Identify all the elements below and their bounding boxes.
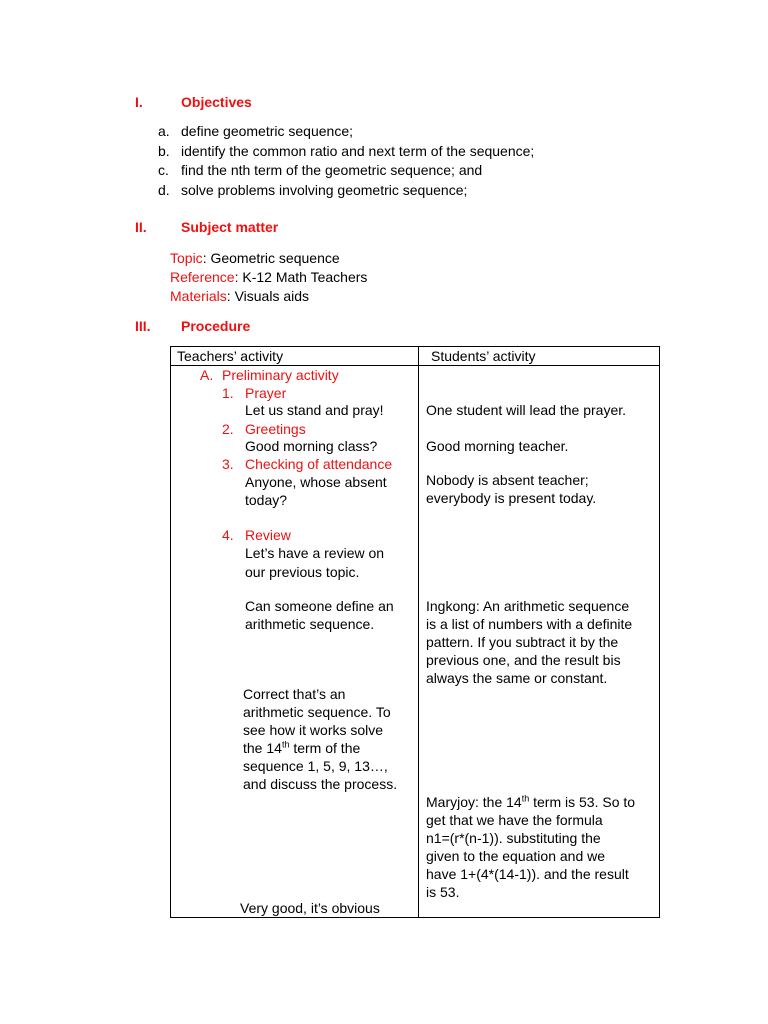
reference-value: : K-12 Math Teachers (234, 269, 368, 285)
student-maryjoy-answer: get that we have the formula (426, 812, 603, 828)
objective-letter: c. (158, 162, 169, 178)
teacher-very-good-text: Very good, it’s obvious (240, 900, 380, 916)
student-ingkong-answer: pattern. If you subtract it by the (426, 634, 619, 650)
student-maryjoy-answer: given to the equation and we (426, 848, 606, 864)
text-run: Maryjoy: the 14 (426, 794, 522, 810)
section-number-procedure: III. (135, 318, 151, 334)
section-number-objectives: I. (135, 94, 143, 110)
table-column-divider (418, 346, 419, 918)
objective-item: find the nth term of the geometric sequence; and (181, 162, 483, 178)
teacher-correct-text: and discuss the process. (243, 776, 398, 792)
student-ingkong-answer: is a list of numbers with a definite (426, 616, 633, 632)
objective-letter: b. (158, 143, 170, 159)
greetings-heading: Greetings (245, 421, 306, 437)
student-greeting-text: Good morning teacher. (426, 438, 569, 454)
preliminary-activity-heading: Preliminary activity (222, 367, 339, 383)
text-run: term of the (289, 740, 361, 756)
header-students-activity: Students’ activity (431, 348, 536, 364)
section-title-objectives: Objectives (181, 94, 252, 110)
superscript: th (281, 739, 290, 750)
teacher-correct-text: arithmetic sequence. To (243, 704, 391, 720)
student-attendance-text: everybody is present today. (426, 490, 597, 506)
preliminary-letter: A. (200, 367, 214, 383)
teacher-correct-text (243, 739, 360, 757)
step-number: 3. (222, 456, 234, 472)
teacher-correct-text: Correct that’s an (243, 686, 346, 702)
materials-line (170, 288, 309, 304)
student-ingkong-answer: always the same or constant. (426, 670, 608, 686)
teacher-prayer-text: Let us stand and pray! (245, 402, 384, 418)
teacher-attendance-text: Anyone, whose absent (245, 474, 387, 490)
teacher-correct-text: see how it works solve (243, 722, 384, 738)
materials-value: : Visuals aids (226, 288, 310, 304)
step-number: 1. (222, 385, 234, 401)
header-teachers-activity: Teachers’ activity (177, 348, 284, 364)
section-title-procedure: Procedure (181, 318, 251, 334)
objective-letter: d. (158, 182, 170, 198)
teacher-define-question: arithmetic sequence. (245, 616, 375, 632)
review-heading: Review (245, 527, 291, 543)
step-number: 2. (222, 421, 234, 437)
teacher-greeting-text: Good morning class? (245, 438, 378, 454)
student-maryjoy-answer: have 1+(4*(14-1)). and the result (426, 866, 629, 882)
objective-item: identify the common ratio and next term of the sequence; (181, 143, 535, 159)
teacher-review-text: our previous topic. (245, 564, 360, 580)
student-maryjoy-answer: n1=(r*(n-1)). substituting the (426, 830, 601, 846)
objective-item: define geometric sequence; (181, 123, 353, 139)
teacher-review-text: Let’s have a review on (245, 545, 385, 561)
text-run: the 14 (243, 740, 282, 756)
student-maryjoy-answer (426, 793, 635, 811)
reference-line (170, 269, 367, 285)
attendance-heading: Checking of attendance (245, 456, 393, 472)
student-attendance-text: Nobody is absent teacher; (426, 472, 589, 488)
step-number: 4. (222, 527, 234, 543)
section-number-subject: II. (135, 219, 147, 235)
prayer-heading: Prayer (245, 385, 287, 401)
section-title-subject: Subject matter (181, 219, 279, 235)
teacher-define-question: Can someone define an (245, 598, 394, 614)
objective-letter: a. (158, 123, 170, 139)
student-maryjoy-answer: is 53. (426, 884, 460, 900)
student-ingkong-answer: Ingkong: An arithmetic sequence (426, 598, 630, 614)
text-run: term is 53. So to (529, 794, 636, 810)
topic-label: Topic (170, 250, 203, 266)
objective-item: solve problems involving geometric sequence; (181, 182, 468, 198)
reference-label: Reference (170, 269, 235, 285)
topic-line (170, 250, 340, 266)
student-ingkong-answer: previous one, and the result bis (426, 652, 621, 668)
superscript: th (521, 793, 530, 804)
student-prayer-text: One student will lead the prayer. (426, 402, 627, 418)
teacher-attendance-text: today? (245, 492, 288, 508)
teacher-correct-text: sequence 1, 5, 9, 13…, (243, 758, 388, 774)
materials-label: Materials (170, 288, 227, 304)
topic-value: : Geometric sequence (202, 250, 340, 266)
